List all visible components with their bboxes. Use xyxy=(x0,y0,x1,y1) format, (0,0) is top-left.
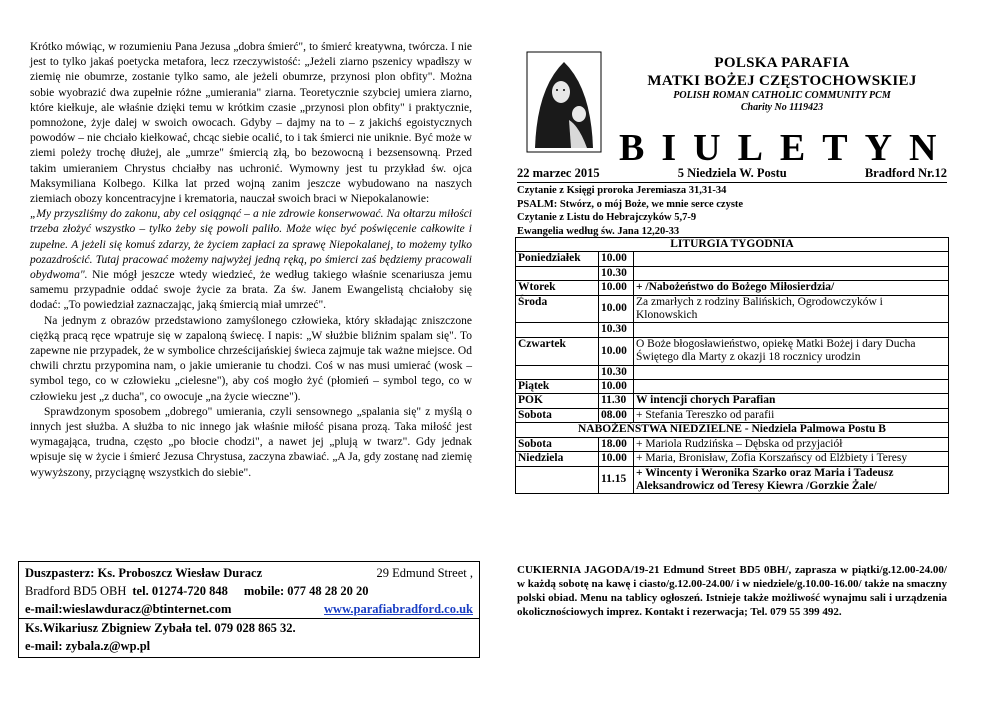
liturgy-row xyxy=(516,394,949,408)
liturgy-intention xyxy=(634,365,949,379)
website-link[interactable]: www.parafiabradford.co.uk xyxy=(324,602,473,616)
vicar-email: e-mail: zybala.z@wp.pl xyxy=(25,639,151,653)
liturgy-row xyxy=(516,365,949,379)
liturgy-table xyxy=(515,237,949,494)
liturgy-row xyxy=(516,408,949,422)
liturgy-intention: + Stefania Tereszko od parafii xyxy=(634,408,949,422)
liturgy-time: 10.30 xyxy=(599,266,634,280)
liturgy-row xyxy=(516,437,949,451)
article-paragraph-tail: Nie mógł jeszcze wtedy wiedzieć, że według takiego właśnie scenariusza jemu samemu przypadnie oddać swoje życie za brata. Za św. Janem Ewangelistą chciałoby się dodać: „To powiedział zaznaczając, jaką śmiercią miał umrzeć". xyxy=(30,269,472,312)
vicar-contact xyxy=(18,618,480,658)
liturgy-heading-row xyxy=(516,423,949,437)
liturgy-day xyxy=(516,466,599,494)
readings xyxy=(517,184,947,238)
liturgy-time: 18.00 xyxy=(599,437,634,451)
liturgy-heading: NABOŻEŃSTWA NIEDZIELNE - Niedziela Palmowa Postu B xyxy=(516,423,949,437)
liturgy-time: 10.30 xyxy=(599,323,634,337)
reading-psalm: PSALM: Stwórz, o mój Boże, we mnie serce czyste xyxy=(517,198,744,210)
cukiernia-notice: CUKIERNIA JAGODA/19-21 Edmund Street BD5 0BH/, zaprasza w piątki/g.12.00-24.00/ w każdą sobotę na kawę i ciasto/g.12.00-24.00/ i w niedziele/g.10.00-16.00/ także na smaczny polski obiad. Menu na tablicy ogłoszeń. Istnieje także możliwość wynajmu sali i urządzenia okolicznościowych imprez. Kontakt i rezerwacja; Tel. 079 55 399 492. xyxy=(517,564,947,618)
liturgy-day: Poniedziałek xyxy=(516,252,599,266)
liturgy-intention: + /Nabożeństwo do Bożego Miłosierdzia/ xyxy=(634,281,949,295)
liturgy-day: Sobota xyxy=(516,437,599,451)
pastor-contact xyxy=(18,561,480,618)
liturgy-intention xyxy=(634,266,949,280)
liturgy-time: 10.00 xyxy=(599,295,634,323)
liturgy-row xyxy=(516,295,949,323)
mobile: mobile: 077 48 28 20 20 xyxy=(243,584,369,598)
parish-line2: MATKI BOŻEJ CZĘSTOCHOWSKIEJ xyxy=(647,73,917,89)
reading-gospel: Ewangelia według św. Jana 12,20-33 xyxy=(517,225,680,237)
liturgy-time: 11.15 xyxy=(599,466,634,494)
email: e-mail:wieslawduracz@btinternet.com xyxy=(25,602,232,616)
liturgy-row xyxy=(516,252,949,266)
liturgy-time: 10.00 xyxy=(599,452,634,466)
issue-date: 22 marzec 2015 xyxy=(517,166,600,180)
liturgy-day: Czwartek xyxy=(516,337,599,365)
liturgy-time: 11.30 xyxy=(599,394,634,408)
liturgy-day xyxy=(516,365,599,379)
issue-place: Bradford Nr.12 xyxy=(864,166,947,180)
liturgy-heading: LITURGIA TYGODNIA xyxy=(516,238,949,252)
madonna-icon xyxy=(517,48,609,158)
bulletin-title: BIULETYN xyxy=(619,127,954,169)
liturgy-row xyxy=(516,337,949,365)
liturgy-intention: + Wincenty i Weronika Szarko oraz Maria i Tadeusz Aleksandrowicz od Teresy Kiewra /Gorzkie Żale/ xyxy=(634,466,949,494)
liturgy-day: Piątek xyxy=(516,380,599,394)
liturgy-day xyxy=(516,323,599,337)
contact-box xyxy=(18,561,480,658)
vicar-name: Ks.Wikariusz Zbigniew Zybała tel. 079 028 865 32. xyxy=(25,621,296,635)
liturgy-day xyxy=(516,266,599,280)
address-line1: 29 Edmund Street , xyxy=(376,566,473,580)
liturgy-row xyxy=(516,452,949,466)
liturgy-intention: Za zmarłych z rodziny Balińskich, Ogrodowczyków i Klonowskich xyxy=(634,295,949,323)
date-bar xyxy=(517,166,947,183)
pastor-name: Duszpasterz: Ks. Proboszcz Wiesław Duracz xyxy=(25,566,263,580)
parish-header xyxy=(617,54,947,114)
article-paragraph: Krótko mówiąc, w rozumieniu Pana Jezusa „dobra śmierć", to śmierć kreatywna, twórcza. I nie jest to tylko jakaś poetycka metafora, lecz rzeczywistość: „Jeżeli ziarno pszenicy wpadłszy w ziemię nie obumrze, zostanie tylko samo, ale jeżeli obumrze, przynosi plon obfity". Można sobie wyobrazić dwa zupełnie różne „umierania" ziarna. Teoretycznie szybciej umiera ziarno, które kiełkuje, ale właśnie dzięki temu w krótkim czasie „przynosi plon obfity" i praktycznie, pomnożone, żyje dalej w swoich owocach. Gdyby – dajmy na to – z jakichś egoistycznych powodów – nie chciało kiełkować, chcąc siebie ocalić, to i tak śmierci nie uniknie. Być może w ziemi poleży trochę dłużej, ale „umrze" śmiercią złą, bo bezowocną i bezsensowną. Przed takim umieraniem Chrystus chciałby nas uchronić. Wymowny jest tu przykład św. ojca Maksymiliana Kolbego. Kilka lat przed wojną zanim jeszcze wybudowano na naszych ziemiach obozy koncentracyjne i krematoria, nauczał swoich braci w Niepokalanowie: xyxy=(30,41,472,206)
charity-number: Charity No 1119423 xyxy=(740,102,824,113)
liturgy-heading-row xyxy=(516,238,949,252)
article-paragraph-quote xyxy=(30,207,472,313)
liturgy-time: 10.00 xyxy=(599,252,634,266)
phone: tel. 01274-720 848 xyxy=(132,584,228,598)
liturgy-row xyxy=(516,266,949,280)
liturgy-intention: + Maria, Bronisław, Zofia Korszańscy od Elżbiety i Teresy xyxy=(634,452,949,466)
sunday-name: 5 Niedziela W. Postu xyxy=(677,166,787,180)
liturgy-day: Wtorek xyxy=(516,281,599,295)
liturgy-intention xyxy=(634,252,949,266)
liturgy-row xyxy=(516,281,949,295)
article-column xyxy=(30,40,472,481)
liturgy-time: 08.00 xyxy=(599,408,634,422)
kolbe-quote: „My przyszliśmy do zakonu, aby cel osiągnąć – a nie zdrowie konserwować. Na ołtarzu miłości trzeba złożyć wszystko – tylko żeby się powoli paliło. Może więc być poświęcenie całkowite i zupełne. A jeżeli się komuś zdarzy, że życiem zapłaci za sprawę Niepokalanej, to możemy tylko pozazdrościć. Tutaj pracować możemy najwyżej jedną ręką, po śmierci zaś będziemy pracowali obydwoma". xyxy=(30,208,472,282)
liturgy-intention xyxy=(634,323,949,337)
liturgy-time: 10.00 xyxy=(599,281,634,295)
liturgy-intention: + Mariola Rudzińska – Dębska od przyjaciół xyxy=(634,437,949,451)
liturgy-intention xyxy=(634,380,949,394)
liturgy-day: POK xyxy=(516,394,599,408)
liturgy-time: 10.00 xyxy=(599,337,634,365)
liturgy-row xyxy=(516,323,949,337)
liturgy-day: Sobota xyxy=(516,408,599,422)
article-paragraph: Na jednym z obrazów przedstawiono zamyślonego człowieka, który składając zniszczone ciężką pracą ręce wpatruje się w zapaloną świecę. I napis: „W służbie bliźnim spalam się". To zapewne nie przypadek, że w symbolice chrześcijańskiej świeca zajmuje tak ważne miejsce. Od chwili chrztu przypomina nam, o jakie umieranie tu chodzi. Coś w nas musi umierać (wosk – symbol tego, co w człowieku „cielesne"), aby coś mogło żyć (płomień – symbol tego, co w człowieku jest „z ducha", co owocuje „na życie wieczne"). xyxy=(30,314,472,403)
parish-line1: POLSKA PARAFIA xyxy=(714,55,850,71)
liturgy-intention: O Boże błogosławieństwo, opiekę Matki Bożej i dary Ducha Świętego dla Marty z okazji 18 rocznicy urodzin xyxy=(634,337,949,365)
reading-1: Czytanie z Księgi proroka Jeremiasza 31,31-34 xyxy=(517,185,727,196)
liturgy-row xyxy=(516,466,949,494)
liturgy-row xyxy=(516,380,949,394)
liturgy-day: Środa xyxy=(516,295,599,323)
parish-line3: POLISH ROMAN CATHOLIC COMMUNITY PCM xyxy=(673,90,891,101)
liturgy-time: 10.00 xyxy=(599,380,634,394)
article-paragraph: Sprawdzonym sposobem „dobrego" umierania, czyli sensownego „spalania się" z myślą o innych jest służba. A służba to nic innego jak właśnie miłość pisana prozą. Taka miłość jest wymagająca, trudna, często „po błocie chodzi", a nawet jej „plują w twarz". Gdy jednak wpisuje się w życie i śmierć Jezusa Chrystusa, zaczyna zbawiać. „A Ja, gdy zostanę nad ziemię wywyższony, przyciągnę wszystkich do siebie". xyxy=(30,405,472,479)
liturgy-time: 10.30 xyxy=(599,365,634,379)
address-line2: Bradford BD5 OBH xyxy=(25,584,127,598)
liturgy-intention: W intencji chorych Parafian xyxy=(634,394,949,408)
reading-2: Czytanie z Listu do Hebrajczyków 5,7-9 xyxy=(517,212,697,223)
liturgy-day: Niedziela xyxy=(516,452,599,466)
